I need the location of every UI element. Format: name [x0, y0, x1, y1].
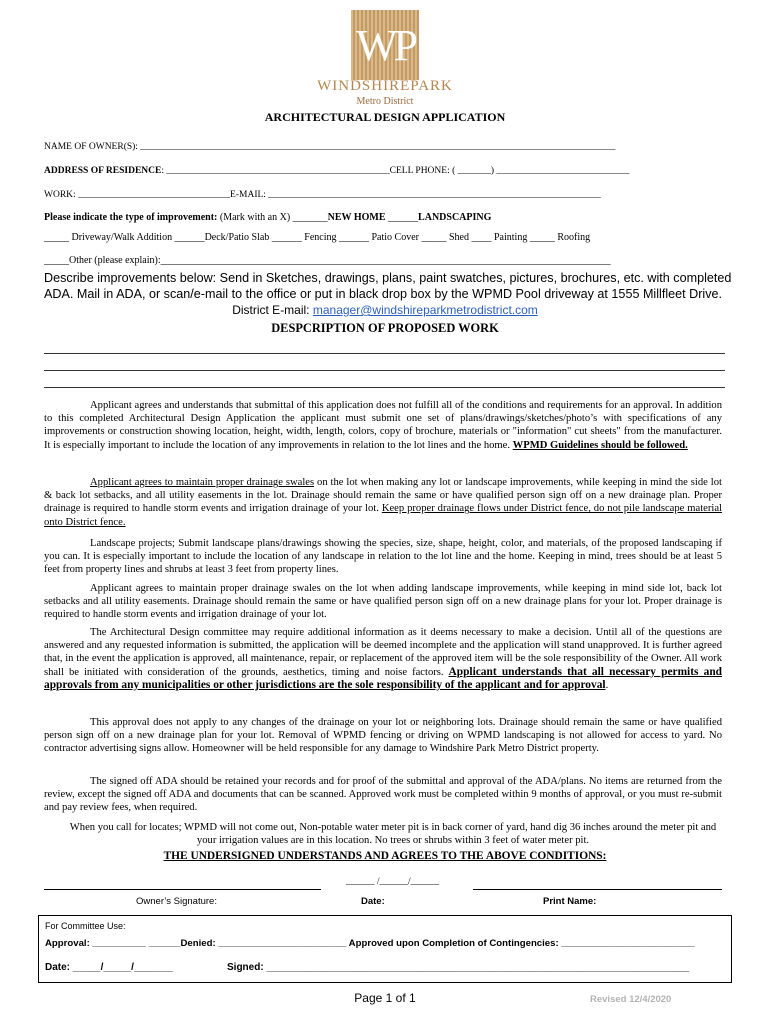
terms-paragraph-3: Landscape projects; Submit landscape plans/drawings showing the species, size, shape, height, color, and materials, of the proposed landscaping if you can. It is especially important to include the location of any landscape in relation to the lot line and the home. Keeping in mind, trees should be at least 5 feet from property lines and shrubs at least 3 feet from property lines. [44, 538, 722, 576]
terms-paragraph-7: The signed off ADA should be retained your records and for proof of the submittal and approval of the ADA/plans. No items are returned from the review, except the signed off ADA and documents that can be scanned. Approved work must be completed within 9 months of approval, or you must re-submit and pay review fees, when required. [44, 776, 722, 814]
terms-paragraph-6: This approval does not apply to any changes of the drainage on your lot or neighboring lots. Drainage should remain the same or have qualified person sign off on a new drainage plan for your lot. Removal of WPMD fencing or driving on WPMD landscaping is not allowed for access to yard. No contractor advertising signs allow. Homeowner will be held responsible for any damage to Windshire Park Metro District property. [44, 717, 722, 755]
permits-notice: Applicant understands that all necessary permits and approvals from any municipalities or other jurisdictions are the sole responsibility of the applicant and for approval [44, 665, 722, 691]
committee-use-box [38, 915, 732, 983]
district-fence-notice: Keep proper drainage flows under District fence, do not pile landscape material onto District fence. [44, 503, 722, 528]
date-label: Date: [361, 896, 385, 907]
district-email-line [0, 303, 770, 317]
committee-signed-field[interactable]: Signed: ____________________________________________________________________________ [227, 962, 690, 973]
owner-signature-line[interactable] [44, 889, 321, 890]
address-phone-blanks[interactable]: : _______________________________________________CELL PHONE: ( _______) ____________________________ [161, 166, 630, 176]
improvement-prompt-rest[interactable]: (Mark with an X) _______ [217, 212, 328, 223]
improvement-type-prompt [44, 212, 491, 223]
page-number: Page 1 of 1 [354, 991, 416, 1005]
option-landscaping[interactable]: LANDSCAPING [418, 212, 492, 223]
form-title: ARCHITECTURAL DESIGN APPLICATION [264, 110, 506, 124]
description-heading: DESPCRIPTION OF PROPOSED WORK [271, 321, 499, 335]
address-label: ADDRESS OF RESIDENCE [44, 166, 162, 176]
print-name-line[interactable] [473, 889, 722, 890]
owner-name-field[interactable]: NAME OF OWNER(S): ____________________________________________________________________________________________________ [44, 142, 616, 152]
terms-paragraph-2-text: on the lot when making any lot or landscape improvements, while keeping in mind the side lot & back lot setbacks, and all utility easements in the lot. Drainage should remain the same or have qualified person sign off on a new drainage plan. Proper drainage is required to handle storm events and irrigation drainage of your lot. [44, 477, 722, 515]
agreement-heading: THE UNDERSIGNED UNDERSTANDS AND AGREES TO THE ABOVE CONDITIONS: [163, 850, 607, 862]
logo-name: WINDSHIREPARK [317, 78, 453, 94]
terms-paragraph-1 [44, 399, 722, 452]
description-line-1[interactable] [44, 353, 725, 354]
terms-paragraph-1-text: Applicant agrees and understands that submittal of this application does not fulfill all of the conditions and requirements for an approval. In addition to this completed Architectural Design Application the applicant must submit one set of plans/drawings/sketches/photo’s with specifications of any improvements or construction showing location, height, width, length, colors, copy of brochure, materials or "information" cut sheets" from the manufacturer. It is especially important to include the location of any improvements in relation to the lot lines and the home. [44, 400, 722, 451]
approval-denied-field[interactable]: Approval: __________ ______Denied: ________________________ Approved upon Completion of Contingencies: _________________________ [45, 938, 695, 949]
owner-signature-label: Owner’s Signature: [136, 896, 217, 907]
improvement-prompt-label: Please indicate the type of improvement: [44, 212, 218, 223]
work-email-field[interactable]: WORK: ________________________________E-MAIL: ______________________________________________________________________ [44, 190, 601, 200]
district-email-label: District E-mail: [232, 303, 313, 317]
windshire-park-logo [300, 8, 470, 106]
drainage-swales-notice: Applicant agrees to maintain proper drainage swales [90, 477, 315, 488]
logo-subtitle: Metro District [356, 96, 414, 107]
district-email-link[interactable]: manager@windshireparkmetrodistrict.com [312, 303, 538, 317]
date-blank[interactable]: ______ /______/______ [346, 877, 440, 887]
description-line-3[interactable] [44, 387, 725, 388]
terms-paragraph-5-end: . [605, 679, 609, 691]
committee-heading: For Committee Use: [45, 921, 126, 931]
other-explain-field[interactable]: _____Other (please explain):__________________________________________________________________________________________ [44, 255, 611, 266]
address-phone-field[interactable] [44, 166, 629, 176]
print-name-label: Print Name: [543, 896, 597, 907]
option-new-home[interactable]: NEW HOME [327, 212, 386, 223]
description-line-2[interactable] [44, 370, 725, 371]
terms-paragraph-5-text: The Architectural Design committee may require additional information as it deems necessary to make a decision. Until all of the questions are answered and any requested information is submitted, the application will be deemed incomplete and the application will stand unapproved. It is further agreed that, in the event the application is approved, all maintenance, repair, or replacement of the approved item will be the sole responsibility of the Owner. All work shall be initiated with consideration of the grounds, aesthetics, timing and noise factors. [44, 627, 722, 678]
option-gap[interactable]: ______ [385, 212, 419, 223]
describe-instructions: Describe improvements below: Send in Sketches, drawings, plans, paint swatches, pictures, brochures, etc. with completed ADA. Mail in ADA, or scan/e-mail to the office or put in black drop box by the WPMD Pool driveway at 1555 Millfleet Drive. [44, 271, 732, 301]
terms-paragraph-2 [44, 476, 722, 529]
committee-date-field[interactable]: Date: _____/_____/_______ [45, 962, 173, 973]
revision-date: Revised 12/4/2020 [590, 994, 672, 1005]
terms-paragraph-8: When you call for locates; WPMD will not come out, Non-potable water meter pit is in back corner of yard, hand dig 36 inches around the meter pit and your irrigation values are in this location. No trees or shrubs within 3 feet of water meter pit. [69, 822, 717, 847]
guidelines-notice: WPMD Guidelines should be followed. [512, 439, 688, 451]
improvement-options[interactable]: _____ Driveway/Walk Addition ______Deck/Patio Slab ______ Fencing ______ Patio Cover _____ Shed ____ Painting _____ Roofing [44, 232, 591, 243]
terms-paragraph-5 [44, 626, 722, 692]
logo-mark: WP [356, 21, 414, 70]
terms-paragraph-4: Applicant agrees to maintain proper drainage swales on the lot when adding landscape improvements, while keeping in mind side lot, back lot setbacks and all utility easements. Drainage should remain the same or have qualified person sign off on a new drainage plans for your lot. Proper drainage is required to handle storm events and irrigation drainage of your lot. [44, 583, 722, 621]
